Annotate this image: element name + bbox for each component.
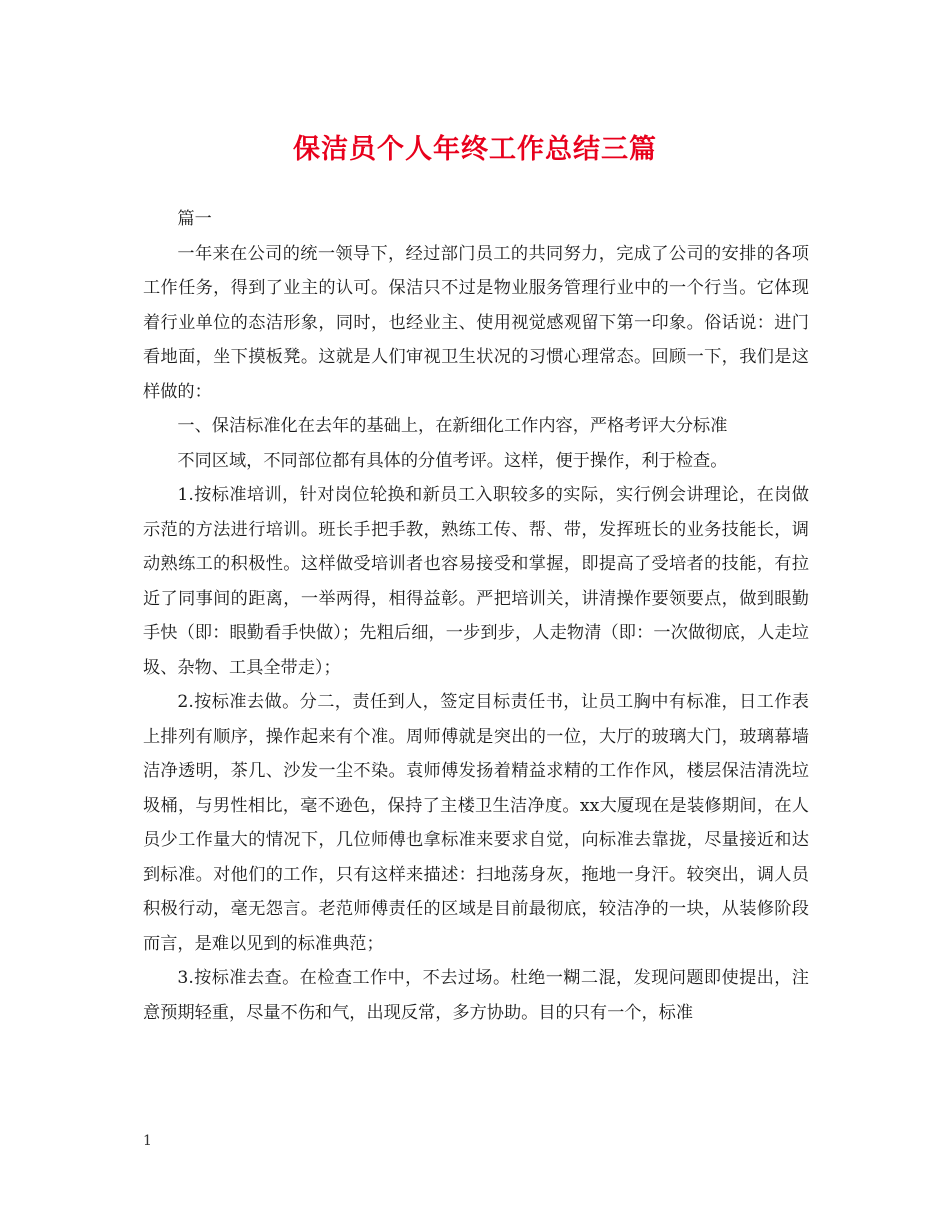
document-body — [143, 202, 809, 1030]
paragraph-inspection: 3.按标准去查。在检查工作中，不去过场。杜绝一糊二混，发现问题即使提出，注意预期轻重，尽量不伤和气，出现反常，多方协助。目的只有一个，标准 — [143, 968, 809, 1023]
paragraph-standardization-heading: 一、保洁标准化在去年的基础上，在新细化工作内容，严格考评大分标准 — [177, 416, 728, 436]
page-number: 1 — [143, 1133, 152, 1149]
paragraph-execution: 2.按标准去做。分二，责任到人，签定目标责任书，让员工胸中有标准，日工作表上排列有顺序，操作起来有个准。周师傅就是突出的一位，大厅的玻璃大门，玻璃幕墙洁净透明，茶几、沙发一尘不染。袁师傅发扬着精益求精的工作作风，楼层保洁清洗垃圾桶，与男性相比，毫不逊色，保持了主楼卫生洁净度。xx大厦现在是装修期间，在人员少工作量大的情况下，几位师傅也拿标准来要求自觉，向标准去靠拢，尽量接近和达到标准。对他们的工作，只有这样来描述：扫地荡身灰，拖地一身汗。较突出，调人员积极行动，毫无怨言。老范师傅责任的区域是目前最彻底，较洁净的一块，从装修阶段而言，是难以见到的标准典范； — [143, 692, 809, 954]
section-heading-part-one: 篇一 — [177, 209, 212, 229]
paragraph-training: 1.按标准培训，针对岗位轮换和新员工入职较多的实际，实行例会讲理论，在岗做示范的方法进行培训。班长手把手教，熟练工传、帮、带，发挥班长的业务技能长，调动熟练工的积极性。这样做受培训者也容易接受和掌握，即提高了受培者的技能，有拉近了同事间的距离，一举两得，相得益彰。严把培训关，讲清操作要领要点，做到眼勤手快（即：眼勤看手快做）；先粗后细，一步到步，人走物清（即：一次做彻底，人走垃圾、杂物、工具全带走）； — [143, 485, 809, 678]
paragraph-intro: 一年来在公司的统一领导下，经过部门员工的共同努力，完成了公司的安排的各项工作任务，得到了业主的认可。保洁只不过是物业服务管理行业中的一个行当。它体现着行业单位的态洁形象，同时，也经业主、使用视觉感观留下第一印象。俗话说：进门看地面，坐下摸板凳。这就是人们审视卫生状况的习惯心理常态。回顾一下，我们是这样做的： — [143, 243, 809, 402]
paragraph-scoring: 不同区域，不同部位都有具体的分值考评。这样，便于操作，利于检查。 — [177, 450, 728, 471]
document-title: 保洁员个人年终工作总结三篇 — [293, 134, 657, 165]
